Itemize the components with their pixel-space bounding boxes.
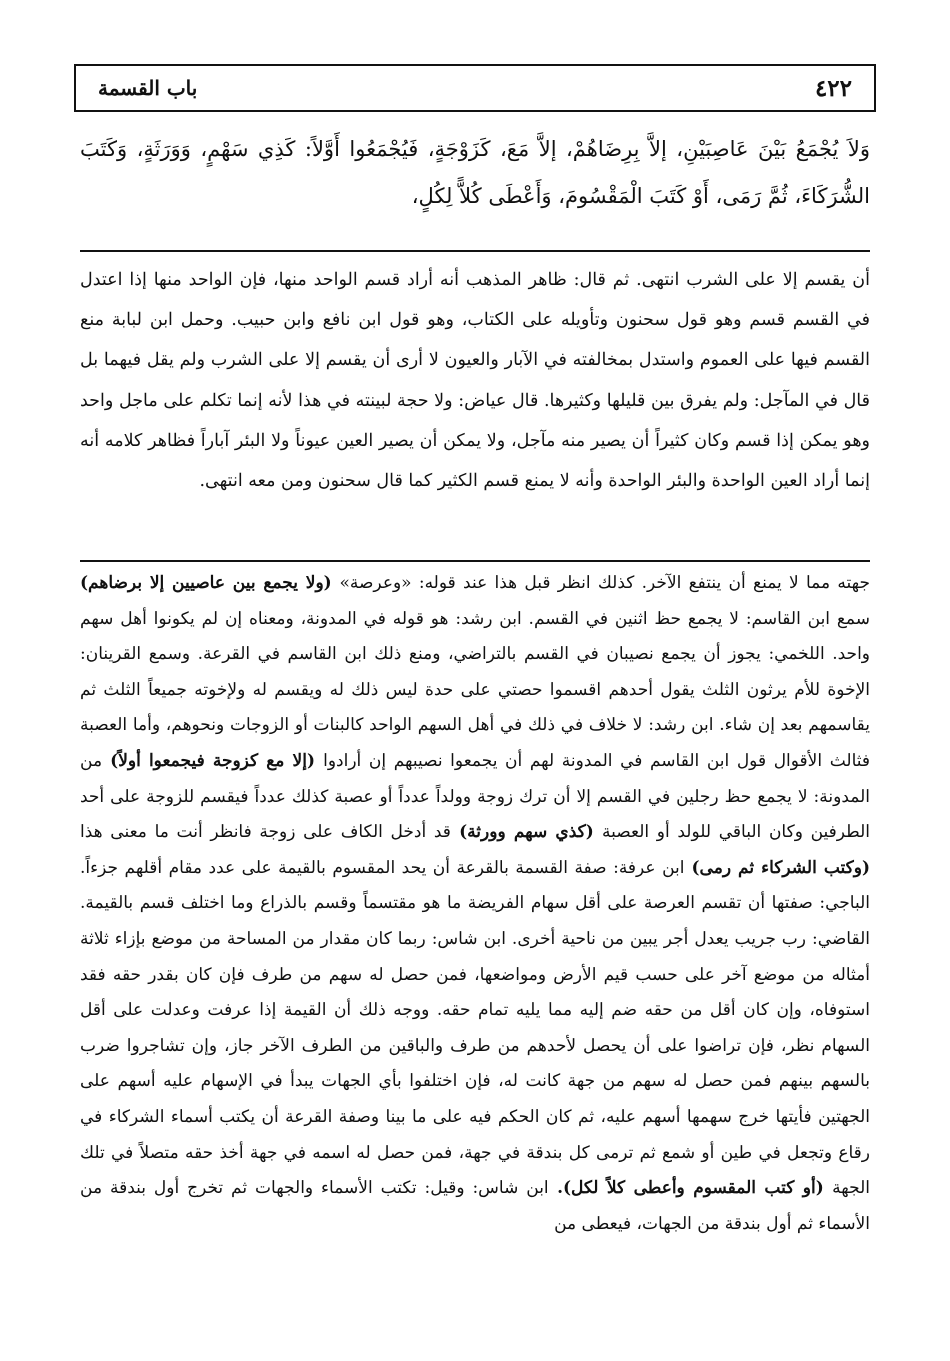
document-page: [74, 64, 876, 1354]
commentary-text: قد أدخل الكاف على زوجة فانظر أنت ما معنى هذا: [80, 822, 451, 843]
commentary-text: سمع ابن القاسم: لا يجمع حظ اثنين في القسم. ابن رشد: هو قوله في المدونة، ومعناه إن لم يكونوا أهل سهم واحد. اللخمي: يجوز أن يجمع نصيبان في القسم بالتراضي، ومنع ذلك ابن القاسم في القرعة. وسمع القرينان: الإخوة للأم يرثون الثلث يقول أحدهم اقسموا حصتي على حدة ليس ذلك له ويقسم له ولإخوته جميعاً الثلث ثم يقاسمهم بعد إن شاء. ابن رشد: لا خلاف في ذلك في أهل السهم الواحد كالبنات أو الزوجات ونحوهم، وأما العصبة فثالث الأقوال قول ابن القاسم في المدونة لهم أن يجمعوا نصيبهم إن أرادوا: [80, 608, 871, 771]
matn-quote: (ولا يجمع بين عاصيين إلا برضاهم): [80, 573, 340, 593]
chapter-title: باب القسمة: [98, 76, 198, 100]
commentary-text: ابن عرفة: صفة القسمة بالقرعة أن يحد المقسوم بالقيمة على عدد مقام أقلهم جزءاً. الباجي: صفتها أن تقسم العرصة على أقل سهام الفريضة ما هو مقتسماً وقسم بالذراع وما اختلف قسم بالقيمة. القاضي: رب جريب يعدل أجر يبين من ناحية أخرى. ابن شاس: ربما كان مقدار من المساحة من موضع بإزاء ثلاثة أمثاله من موضع آخر على حسب قيم الأرض ومواضعها، فمن حصل له سهم من طرف فإن كان بقدر حقه فقد استوفاه، وإن كان أقل من حقه ضم إليه مما يليه تمام حقه. ووجه ذلك أن القيمة إذا عرفت وعدلت على أقل السهام نظر، فإن تراضوا على أن يحصل لأحدهم من طرف والباقين من الطرف الآخر جاز، وإن تشاجروا ضرب بالسهم بينهم فمن حصل له سهم من جهة كانت له، فإن اختلفوا بأي الجهات يبدأ في الإسهام عليه أسهم على الجهتين فأيتها خرج سهمها أسهم عليه، ثم كان الحكم فيه على ما بينا وصفة القرعة أن يكتب أسماء الشركاء في رقاع وتجعل في طين أو شمع ثم ترمى كل بندقة في جهة، فمن حصل له اسمه في جهة أخذ حقه متصلاً في تلك الجهة: [80, 857, 870, 1199]
separator-rule: [80, 250, 870, 252]
commentary-text: جهته مما لا يمنع أن ينتفع الآخر. كذلك انظر قبل هذا عند قوله: «وعرصة»: [339, 573, 870, 593]
matn-quote: (إلا مع كزوجة فيجمعوا أولاً): [102, 750, 324, 771]
sharh-upper: أن يقسم إلا على الشرب انتهى. ثم قال: ظاهر المذهب أنه أراد قسم الواحد منها، فإن الواحد منها إذا اعتدل في القسم قسم وهو قول سحنون وتأويله على الكتاب، وهو قول ابن نافع وابن حبيب. وحمل ابن لبابة منع القسم فيها على العموم واستدل بمخالفته في الآبار والعيون لا أرى أن يقسم إلا على الشرب ولم يقل فيهما بل قال في المآجل: ولم يفرق بين قليلها وكثيرها. قال عياض: ولا حجة لبينته في هذا لأنه إنما تكلم على ماجل واحد وهو يمكن إذا قسم وكان كثيراً أن يصير منه مآجل، ولا يمكن أن يصير العين عيوناً ولا البئر آباراً فظاهر كلامه أنه إنما أراد العين الواحدة والبئر الواحدة وأنه لا يمنع قسم الكثير كما قال سحنون ومن معه انتهى.: [80, 270, 870, 492]
page-number: ٤٢٢: [814, 74, 852, 102]
matn-quote: (كذي سهم وورثة): [450, 822, 602, 843]
commentary-text: ابن شاس: وقيل: تكتب الأسماء والجهات ثم تخرج أول بندقة من الأسماء ثم أول بندقة من الجهات، فيعطى من: [80, 1178, 870, 1234]
running-header: [74, 64, 876, 112]
matn-quote: (أو كتب المقسوم وأعطى كلاً لكل).: [548, 1178, 833, 1199]
commentary-text: من المدونة: لا يجمع حظ رجلين في القسم إلا أن ترك زوجة وولداً عدداً أو عصبة كذلك عدداً فيقسم للزوجة على أحد الطرفين وكان الباقي للولد أو العصبة: [80, 750, 871, 843]
separator-rule: [80, 560, 870, 562]
sharh-lower: [74, 566, 876, 1282]
matn-quote: (وكتب الشركاء ثم رمى): [684, 857, 870, 878]
matn-text: وَلاَ يُجْمَعُ بَيْنَ عَاصِبَيْنِ، إلاَّ بِرِضَاهُمْ، إلاَّ مَعَ، كَزَوْجَةٍ، فَيُجْمَعُوا أَوَّلاً: كَذِي سَهْمٍ، وَوَرَثَةٍ، وَكَتَبَ الشُّرَكَاءَ، ثُمَّ رَمَى، أَوْ كَتَبَ الْمَقْسُومَ، وَأَعْطَى كُلاًّ لِكُلٍ،: [80, 137, 870, 208]
